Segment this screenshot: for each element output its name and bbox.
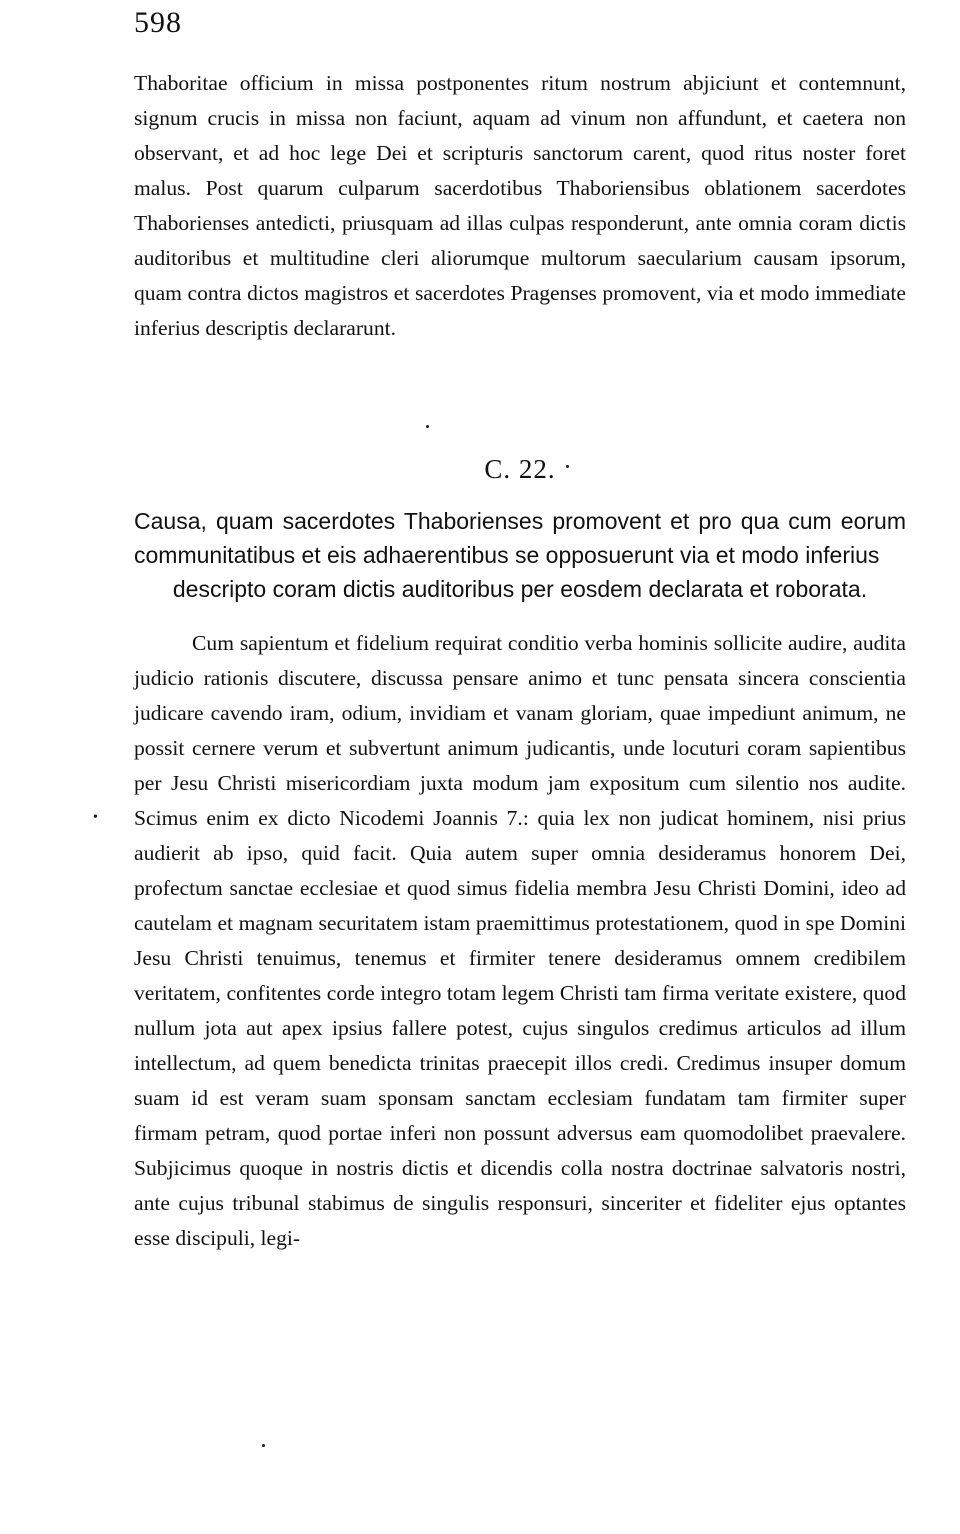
paragraph-cum-sapientum: Cum sapientum et fidelium requirat conditio verba hominis sollicite audire, audita judicio rationis discutere, discussa pensare animo et tunc pensata sincera conscientia judicare cavendo iram, odium, invidiam et vanam gloriam, quae impediunt animum, ne possit cernere verum et subvertunt animum judicantis, unde locuturi coram sapientibus per Jesu Christi misericordiam juxta modum jam expositum cum silentio nos audite. Scimus enim ex dicto Nicodemi Joannis 7.: quia lex non judicat hominem, nisi prius audierit ab ipso, quid facit. Quia autem super omnia desideramus honorem Dei, profectum sanctae ecclesiae et quod simus fidelia membra Jesu Christi Domini, ideo ad cautelam et magnam securitatem istam praemittimus protestationem, quod in spe Domini Jesu Christi tenuimus, tenemus et firmiter tenere desideramus omnem credibilem veritatem, confitentes corde integro totam legem Christi tam firma veritate existere, quod nullum jota aut apex ipsius fallere potest, cujus singulos credimus articulos ad illum intellectum, ad quem benedicta trinitas praecepit illos credi. Credimus insuper domum suam id est veram suam sponsam sanctam ecclesiam fundatam tam firmiter super firmam petram, quod portae inferi non possunt adversus eam quomodolibet praevalere. Subjicimus quoque in nostris dictis et dicendis colla nostra doctrinae salvatoris nostri, ante cujus tribunal stabimus de singulis responsuri, sinceriter et fideliter ejus optantes esse discipuli, legi- bbox=[134, 631, 906, 1250]
stray-dot bbox=[566, 465, 569, 468]
margin-mark: • bbox=[93, 810, 98, 825]
causa-summary bbox=[134, 504, 906, 606]
stray-dot bbox=[426, 425, 429, 428]
causa-summary-last-line: descripto coram dictis auditoribus per eosdem declarata et roborata. bbox=[172, 576, 868, 602]
causa-summary-text: Causa, quam sacerdotes Thaborienses promovent et pro qua cum eorum communitatibus et eis adhaerentibus se opposuerunt via et modo inferius bbox=[134, 508, 906, 568]
stray-dot bbox=[262, 1444, 265, 1447]
paragraph-thaboritae: Thaboritae officium in missa postponentes ritum nostrum abjiciunt et contemnunt, signum crucis in missa non faciunt, aquam ad vinum non affundunt, et caetera non observant, et ad hoc lege Dei et scripturis sanctorum carent, quod ritus noster foret malus. Post quarum culparum sacerdotibus Thaboriensibus oblationem sacerdotes Thaborienses antedicti, priusquam ad illas culpas responderunt, ante omnia coram dictis auditoribus et multitudine cleri aliorumque multorum saecularium causam ipsorum, quam contra dictos magistros et sacerdotes Pragenses promovent, via et modo immediate inferius descriptis declararunt. bbox=[134, 71, 906, 340]
page-number: 598 bbox=[134, 6, 182, 39]
section-heading: C. 22. bbox=[484, 454, 556, 484]
